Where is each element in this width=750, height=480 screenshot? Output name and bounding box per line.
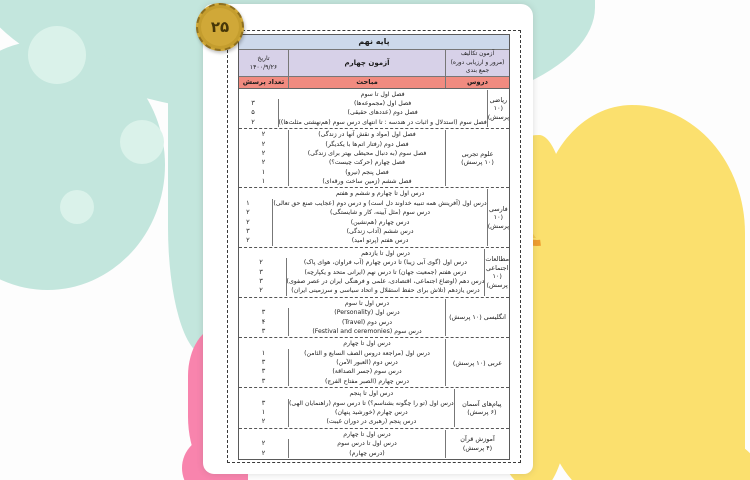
subject-name: عربی bbox=[487, 358, 503, 367]
topic-rows bbox=[239, 430, 445, 458]
topic-row bbox=[239, 168, 445, 177]
subject-name: مطالعات اجتماعی bbox=[485, 255, 509, 272]
topic-rows bbox=[229, 90, 487, 128]
count-cell: ۲ bbox=[239, 140, 289, 149]
topic-cell: فصل سوم (به دنبال محیطی بهتر برای زندگی) bbox=[307, 149, 427, 157]
topic-row bbox=[239, 399, 454, 408]
topic-cell: درس اول تا چهارم و ششم و هفتم bbox=[335, 190, 425, 198]
topic-rows bbox=[239, 389, 454, 427]
topic-cell: درس ششم (آداب زندگی) bbox=[346, 228, 414, 236]
topic-row bbox=[239, 367, 445, 376]
decor-mint-circle bbox=[120, 120, 164, 164]
subject-cell bbox=[487, 189, 509, 245]
subject-group-farsi bbox=[239, 188, 509, 247]
count-cell: ۲ bbox=[229, 118, 279, 127]
count-cell: ۳ bbox=[239, 399, 289, 408]
number-badge bbox=[196, 3, 244, 51]
count-cell: ۱ bbox=[239, 408, 289, 417]
subject-group-quran bbox=[239, 429, 509, 459]
count-cell: ۲ bbox=[227, 208, 273, 217]
topic-cell: درس اول (آفرینش همه تنبیه خداوند دل است) و درس دوم (عجایب صنع حق تعالی) bbox=[273, 199, 487, 207]
subject-quota: (۱۰ پرسش) bbox=[487, 213, 509, 230]
subject-cell bbox=[484, 249, 509, 296]
topic-row bbox=[229, 99, 487, 108]
topic-row bbox=[227, 208, 487, 217]
topic-cell: درس یازدهم (تلاش برای حفظ استقلال و اتحاد سیاسی و سرزمینی ایران) bbox=[291, 287, 480, 295]
count-cell: ۲ bbox=[239, 130, 289, 139]
subject-quota: (۴ پرسش) bbox=[462, 443, 493, 452]
topic-rows bbox=[227, 189, 487, 245]
subject-quota: (۱۰ پرسش) bbox=[449, 313, 482, 322]
grade-title: پایه نهم bbox=[239, 35, 509, 50]
exam-type-cell bbox=[445, 50, 509, 76]
topic-rows bbox=[239, 299, 445, 337]
count-cell: ۱ bbox=[239, 177, 289, 186]
count-cell: ۲ bbox=[227, 236, 273, 245]
topic-row bbox=[237, 258, 485, 267]
topic-cell: درس سوم (جسر الصداقة) bbox=[332, 368, 402, 376]
topic-row bbox=[239, 389, 454, 398]
topic-row bbox=[239, 339, 445, 348]
topic-cell: درس سوم (Festival and ceremonies) bbox=[312, 327, 422, 335]
topic-cell: درس چهارم (الصبر مفتاح الفرج) bbox=[325, 377, 409, 385]
topic-cell: درس هفتم (جمعیت جهان) تا درس نهم (ایرانی متحد و یکپارچه) bbox=[304, 268, 467, 276]
exam-info-row bbox=[239, 50, 509, 77]
topic-row bbox=[239, 308, 445, 317]
subject-group-english bbox=[239, 298, 509, 339]
decor-mint-circle bbox=[60, 190, 94, 224]
topic-row bbox=[239, 299, 445, 308]
count-cell: ۲ bbox=[237, 286, 287, 295]
subject-name: فارسی bbox=[488, 204, 508, 213]
count-cell: ۲ bbox=[239, 149, 289, 158]
topic-rows bbox=[239, 130, 445, 186]
date-value: ۱۴۰۰/۹/۲۶ bbox=[249, 63, 278, 71]
column-header-row bbox=[239, 77, 509, 89]
topic-cell: فصل ششم (زمین ساخت ورقه‌ای) bbox=[322, 178, 412, 186]
subject-cell bbox=[454, 389, 509, 427]
count-cell: ۳ bbox=[227, 227, 273, 236]
exam-type-line2: (مرور و ارزیابی دوره) bbox=[450, 59, 505, 66]
subject-name: آموزش قرآن bbox=[460, 435, 495, 444]
count-cell: ۳ bbox=[237, 268, 287, 277]
topic-cell: درس اول (تو را چگونه بشناسم؟) تا درس سوم (راهنمایان الهی) bbox=[289, 399, 454, 407]
count-cell: ۲ bbox=[239, 417, 289, 426]
topic-row bbox=[239, 349, 445, 358]
count-cell: ۱ bbox=[239, 349, 289, 358]
count-cell: ۲ bbox=[227, 218, 273, 227]
topic-cell: فصل اول (مواد و نقش آنها در زندگی) bbox=[318, 131, 416, 139]
count-cell: ۳ bbox=[239, 358, 289, 367]
subject-quota: (۱۰ پرسش) bbox=[461, 158, 494, 167]
subject-name: ریاضی bbox=[489, 95, 508, 104]
topic-cell: درس اول (Personality) bbox=[334, 309, 400, 317]
table-body bbox=[239, 89, 509, 459]
count-cell: ۲ bbox=[239, 158, 289, 167]
topic-row bbox=[227, 236, 487, 245]
exam-type-line3: جمع بندی bbox=[465, 68, 490, 74]
subject-cell bbox=[487, 90, 509, 128]
topic-cell: درس اول تا چهارم bbox=[343, 340, 391, 348]
subject-group-science bbox=[239, 129, 509, 188]
count-cell: ۲ bbox=[239, 449, 289, 458]
count-cell: ۴ bbox=[239, 318, 289, 327]
topic-cell: درس اول تا چهارم bbox=[343, 430, 391, 438]
topic-row bbox=[239, 130, 445, 139]
topic-row bbox=[227, 189, 487, 198]
subject-group-math bbox=[239, 89, 509, 130]
subject-cell bbox=[445, 299, 509, 337]
subject-name: پیام‌های آسمان bbox=[462, 399, 502, 408]
topic-cell: درس اول تا یازدهم bbox=[361, 249, 410, 257]
topic-row bbox=[239, 439, 445, 448]
col-header-topics: مباحث bbox=[356, 78, 378, 87]
topic-row bbox=[237, 277, 485, 286]
topic-row bbox=[239, 318, 445, 327]
topic-row bbox=[227, 218, 487, 227]
subject-cell bbox=[445, 430, 509, 458]
topic-cell: درس چهارم (خورشید پنهان) bbox=[335, 409, 408, 417]
topic-row bbox=[227, 227, 487, 236]
subject-cell bbox=[445, 130, 509, 186]
topic-cell: درس اول (گوی آبی زیبا) تا درس چهارم (آب فراوان، هوای پاک) bbox=[303, 259, 468, 267]
topic-cell: فصل اول (مجموعه‌ها) bbox=[353, 99, 412, 107]
subject-quota: (۱۰ پرسش) bbox=[452, 358, 486, 367]
topic-cell: درس دهم (اوضاع اجتماعی، اقتصادی، علمی و فرهنگی ایران در عصر صفوی) bbox=[286, 277, 485, 285]
exam-syllabus-table bbox=[238, 34, 510, 460]
topic-row bbox=[239, 430, 445, 439]
topic-row bbox=[229, 118, 487, 127]
topic-row bbox=[229, 90, 487, 99]
date-label: تاریخ bbox=[257, 54, 270, 62]
topic-cell: درس دوم (Travel) bbox=[341, 318, 393, 326]
topic-row bbox=[239, 417, 454, 426]
topic-cell: (درس چهارم) bbox=[349, 449, 385, 457]
count-cell: ۵ bbox=[229, 108, 279, 117]
exam-name-cell: آزمون چهارم bbox=[344, 58, 390, 67]
topic-row bbox=[229, 108, 487, 117]
topic-cell: فصل دوم (عددهای حقیقی) bbox=[347, 109, 418, 117]
topic-row bbox=[237, 268, 485, 277]
topic-row bbox=[239, 358, 445, 367]
count-cell: ۳ bbox=[239, 367, 289, 376]
topic-rows bbox=[239, 339, 445, 386]
count-cell: ۳ bbox=[239, 377, 289, 386]
topic-cell: فصل چهارم (حرکت چیست؟) bbox=[329, 159, 405, 167]
topic-cell: درس چهارم (هم‌نشین) bbox=[350, 218, 410, 226]
topic-row bbox=[227, 199, 487, 208]
topic-row bbox=[239, 158, 445, 167]
topic-row bbox=[237, 286, 485, 295]
badge-number: ۲۵ bbox=[210, 18, 230, 36]
topic-cell: درس اول تا درس سوم bbox=[337, 440, 397, 448]
count-cell: ۳ bbox=[239, 327, 289, 336]
topic-cell: فصل سوم (استدلال و اثبات در هندسه : تا انتهای درس سوم (هم‌نهشتی مثلث‌ها)) bbox=[278, 118, 487, 126]
topic-cell: درس دوم (العبور الآمن) bbox=[336, 359, 398, 367]
subject-group-social-studies bbox=[239, 248, 509, 298]
topic-cell: درس اول تا پنجم bbox=[349, 390, 394, 398]
exam-date-cell bbox=[239, 50, 289, 76]
topic-row bbox=[239, 377, 445, 386]
count-cell: ۱ bbox=[239, 168, 289, 177]
topic-cell: فصل اول تا سوم bbox=[360, 90, 405, 98]
count-cell: ۱ bbox=[227, 199, 273, 208]
topic-row bbox=[239, 149, 445, 158]
topic-cell: درس سوم (مثل آیینه، کار و شایستگی) bbox=[330, 209, 431, 217]
topic-row bbox=[239, 449, 445, 458]
topic-cell: درس اول (مراجعة دروس الصف السابع و الثامن) bbox=[304, 349, 430, 357]
subject-group-arabic bbox=[239, 338, 509, 388]
subject-cell bbox=[445, 339, 509, 386]
exam-type-line1: آزمون تکالیف bbox=[460, 51, 495, 57]
count-cell: ۳ bbox=[229, 99, 279, 108]
topic-cell: فصل پنجم (نیرو) bbox=[345, 168, 389, 176]
subject-quota: (۱۰ پرسش) bbox=[486, 272, 508, 289]
subject-group-religion bbox=[239, 388, 509, 429]
topic-row bbox=[239, 327, 445, 336]
topic-cell: درس هفتم (پرتو امید) bbox=[351, 237, 409, 245]
topic-cell: فصل دوم (رفتار اتم‌ها با یکدیگر) bbox=[325, 140, 409, 148]
topic-cell: درس اول تا سوم bbox=[344, 299, 390, 307]
decor-mint-circle bbox=[28, 26, 86, 84]
dotted-frame bbox=[227, 30, 521, 463]
count-cell: ۳ bbox=[239, 308, 289, 317]
col-header-subject: دروس bbox=[445, 77, 509, 88]
subject-quota: (۶ پرسش) bbox=[467, 408, 497, 417]
topic-row bbox=[239, 177, 445, 186]
subject-name: انگلیسی bbox=[483, 313, 506, 322]
topic-cell: درس پنجم (رهبری در دوران غیبت) bbox=[326, 418, 417, 426]
topic-row bbox=[239, 408, 454, 417]
worksheet-paper bbox=[203, 4, 533, 474]
topic-row bbox=[239, 140, 445, 149]
subject-quota: (۱۰ پرسش) bbox=[487, 104, 509, 121]
col-header-count: تعداد پرسش bbox=[239, 77, 289, 88]
count-cell: ۲ bbox=[237, 258, 287, 267]
subject-name: علوم تجربی bbox=[461, 149, 494, 158]
count-cell: ۲ bbox=[239, 439, 289, 448]
topic-rows bbox=[237, 249, 485, 296]
count-cell: ۳ bbox=[237, 277, 287, 286]
topic-row bbox=[237, 249, 485, 258]
